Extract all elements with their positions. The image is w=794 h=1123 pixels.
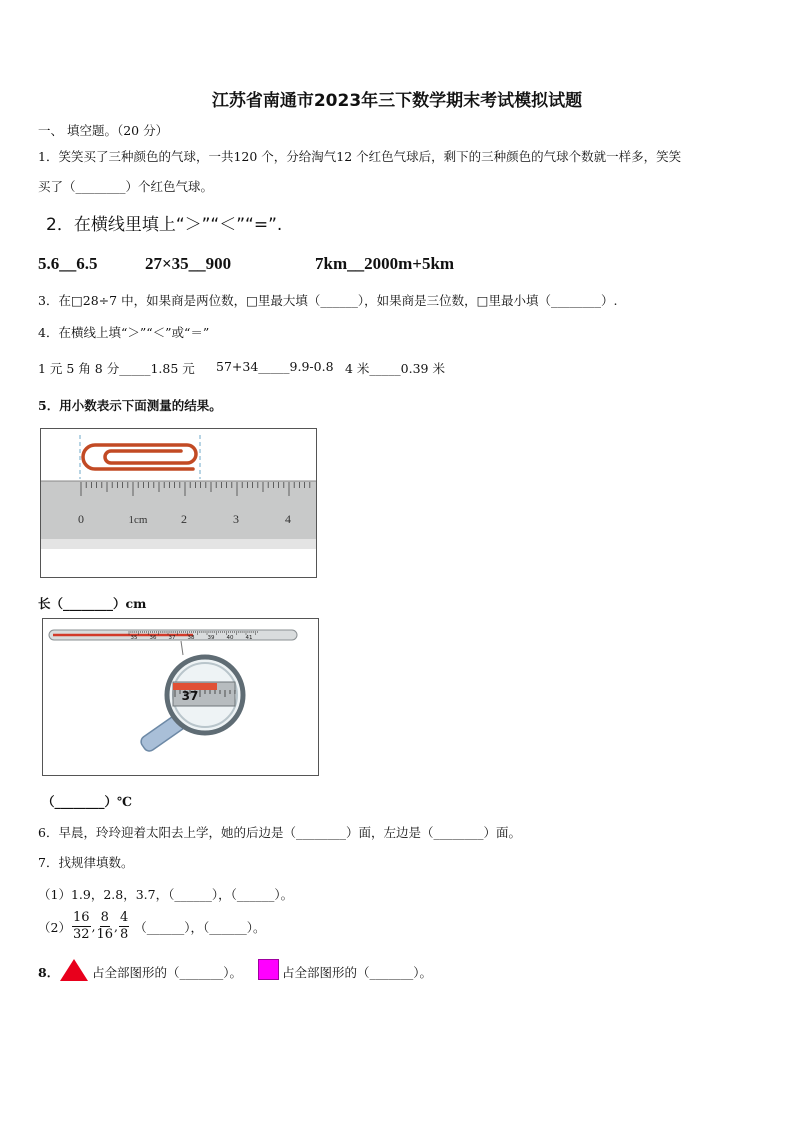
page-title: 江苏省南通市2023年三下数学期末考试模拟试题 xyxy=(211,91,583,111)
ruler-svg xyxy=(41,429,316,577)
fraction-denominator: 32 xyxy=(72,927,90,942)
length-answer: 长（________）cm xyxy=(38,596,147,611)
fraction xyxy=(119,910,129,943)
ruler-label: 3 xyxy=(233,512,239,526)
question-1-line-1: 1．笑笑买了三种颜色的气球，一共120 个，分给淘气12 个红色气球后，剩下的三种颜色的气球个数就一样多，笑笑 xyxy=(38,149,682,164)
thermometer-label: 38 xyxy=(187,635,195,641)
fraction-denominator: 16 xyxy=(96,927,114,942)
question-7-part-2 xyxy=(38,910,266,943)
question-7-part-1: （1）1.9，2.8，3.7，（______），（______）。 xyxy=(38,887,294,902)
thermometer-label: 35 xyxy=(130,635,138,641)
thermometer-label: 36 xyxy=(149,635,157,641)
fraction-numerator: 4 xyxy=(120,910,129,925)
question-4-item: 4 米_____0.39 米 xyxy=(345,361,445,376)
question-4-item: 57+34_____9.9-0.8 xyxy=(216,359,334,374)
ruler-label: 4 xyxy=(285,512,291,526)
question-8-number: 8． xyxy=(38,965,60,980)
fraction-numerator: 16 xyxy=(72,910,90,925)
ruler-label: 1cm xyxy=(128,514,148,526)
question-8-text-a: 占全部图形的（_______）。 xyxy=(92,965,243,980)
thermometer-label: 41 xyxy=(245,635,253,641)
ruler-figure xyxy=(40,428,317,578)
question-2-item: 7km__2000m+5km xyxy=(315,254,455,273)
question-2-item: 27×35__900 xyxy=(145,254,232,273)
part-2-blanks: （______），（______）。 xyxy=(134,919,266,935)
magnified-value: 37 xyxy=(181,689,199,703)
fraction-denominator: 8 xyxy=(120,927,129,942)
question-4-item: 1 元 5 角 8 分_____1.85 元 xyxy=(38,361,195,376)
ruler-label: 0 xyxy=(78,512,84,526)
question-8-text-b: 占全部图形的（_______）。 xyxy=(282,965,433,980)
ruler-shadow xyxy=(41,539,316,549)
question-1-line-2: 买了（________）个红色气球。 xyxy=(38,179,214,194)
question-5-heading: 5．用小数表示下面测量的结果。 xyxy=(38,398,222,413)
thermometer-label: 39 xyxy=(207,635,215,641)
question-6: 6．早晨，玲玲迎着太阳去上学，她的后边是（________）面，左边是（________）面。 xyxy=(38,825,521,840)
pointer-line xyxy=(181,641,183,655)
comma: , xyxy=(114,919,119,934)
ruler-label: 2 xyxy=(181,512,187,526)
fraction xyxy=(96,910,113,943)
fraction-numerator: 8 xyxy=(100,910,109,925)
question-4-heading: 4．在横线上填“＞”“＜”或“＝” xyxy=(38,325,210,340)
thermometer-label: 37 xyxy=(168,635,176,641)
comma: , xyxy=(91,919,96,934)
fraction xyxy=(72,910,91,943)
question-2-heading: 2．在横线里填上“＞”“＜”“=”. xyxy=(46,215,283,235)
question-3: 3．在□28÷7 中，如果商是两位数，□里最大填（______），如果商是三位数，□里最小填（________）. xyxy=(38,293,618,308)
ruler-body xyxy=(41,481,316,539)
thermometer-svg xyxy=(43,619,318,775)
thermometer-label: 40 xyxy=(226,635,234,641)
section-heading: 一、 填空题。（20 分） xyxy=(38,123,169,138)
thermometer-figure xyxy=(42,618,319,776)
part-2-label: （2） xyxy=(38,919,71,935)
temperature-answer: （________）℃ xyxy=(42,794,132,809)
magenta-square-icon xyxy=(258,959,279,980)
paperclip xyxy=(83,445,196,469)
question-7-heading: 7．找规律填数。 xyxy=(38,855,134,870)
red-triangle-icon xyxy=(60,959,88,981)
question-2-item: 5.6__6.5 xyxy=(38,254,98,273)
